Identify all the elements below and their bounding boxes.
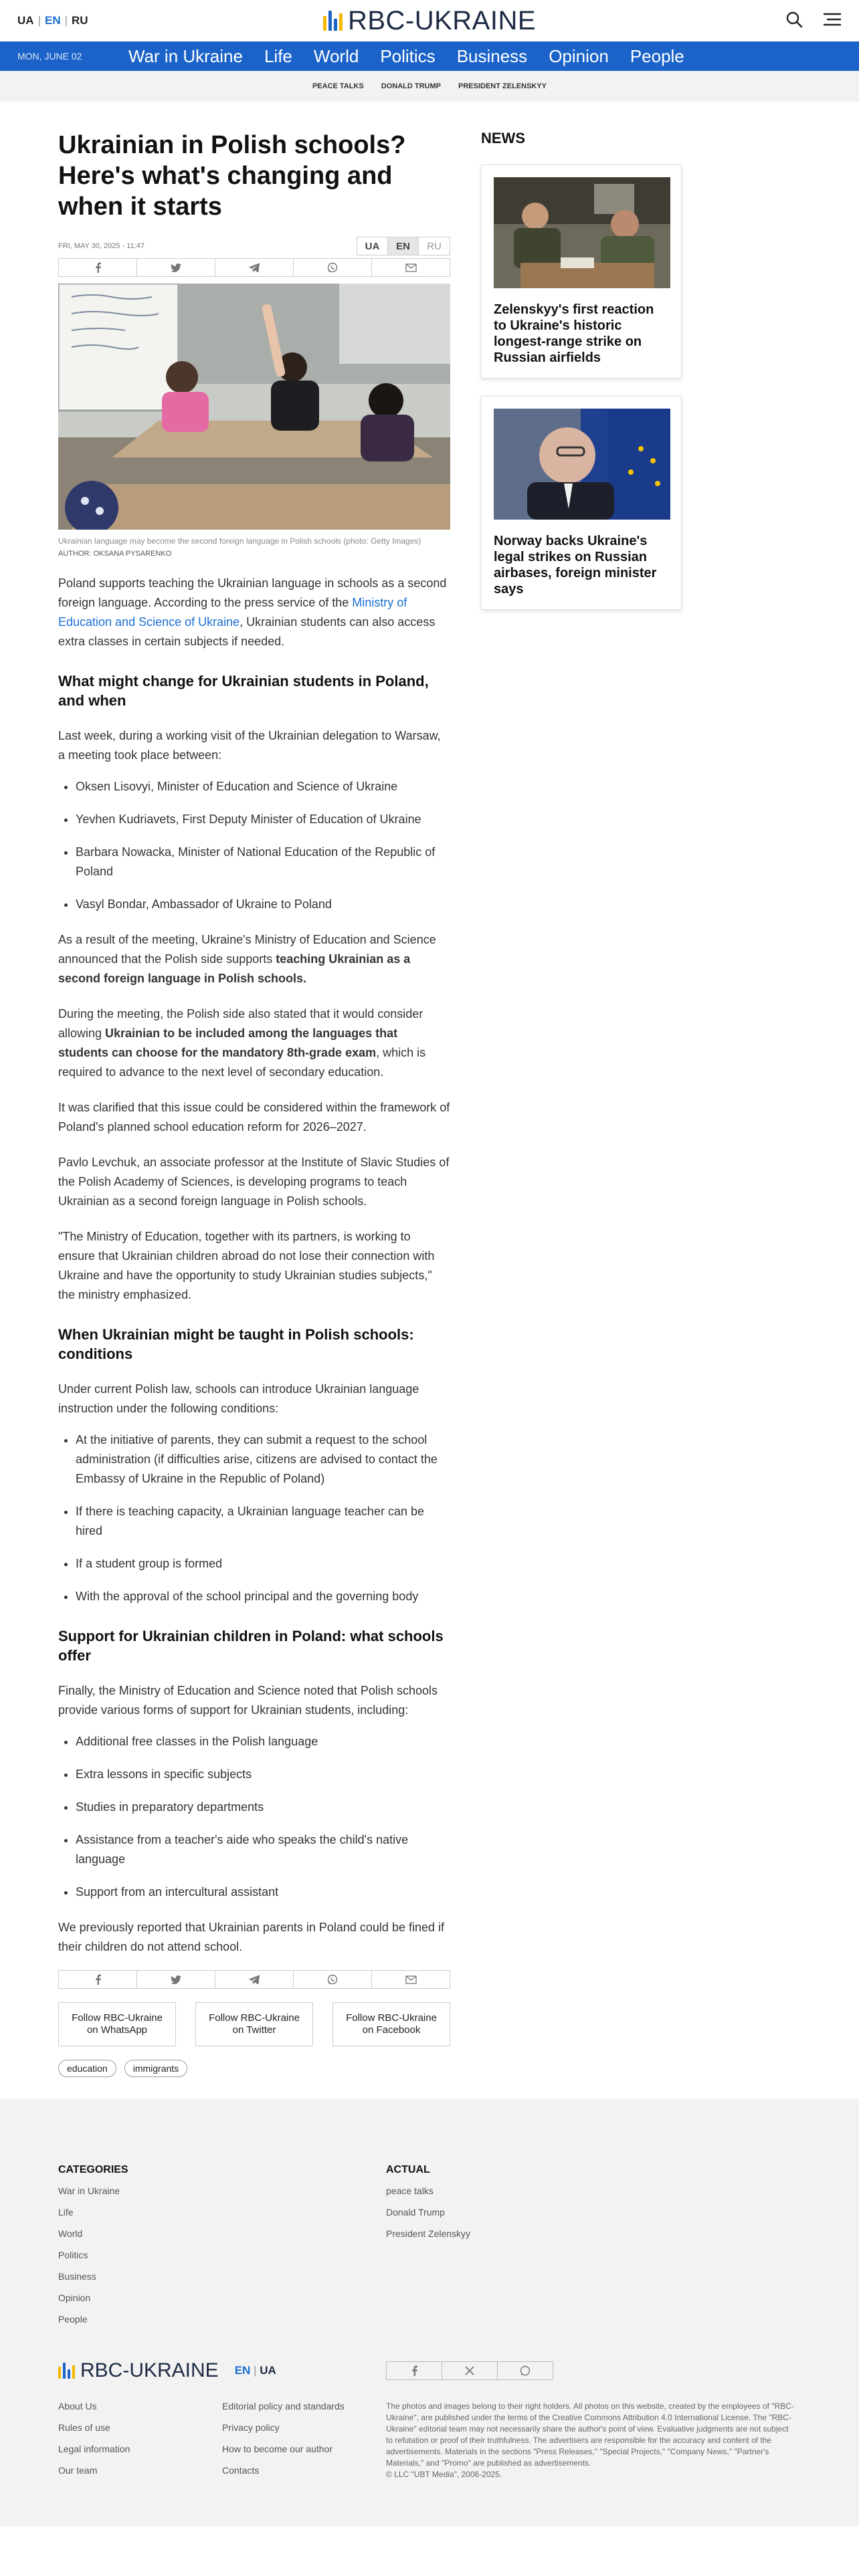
article-body xyxy=(58,574,450,1957)
x-icon[interactable] xyxy=(442,2362,498,2379)
footer-link[interactable]: People xyxy=(58,2314,88,2325)
nav-life[interactable]: Life xyxy=(264,45,292,66)
footer-logo-text[interactable]: RBC-UKRAINE xyxy=(80,2359,219,2381)
footer-link[interactable]: Editorial policy and standards xyxy=(222,2401,345,2411)
list-item: • Support from an intercultural assistant xyxy=(76,1883,450,1902)
section-heading: When Ukrainian might be taught in Polish schools: conditions xyxy=(58,1326,414,1362)
quote-paragraph: "The Ministry of Education, together with its partners, is working to ensure that Ukrainian children abroad do not lose their connection with Ukraine and have the opportunity to study Ukrainian studies subjects," the ministry emphasized. xyxy=(58,1230,435,1301)
twitter-icon[interactable] xyxy=(137,259,215,276)
news-card[interactable] xyxy=(481,396,682,610)
article-lang-ru[interactable]: RU xyxy=(427,240,442,252)
section-heading: What might change for Ukrainian students in Poland, and when xyxy=(58,673,429,709)
list-item: • Yevhen Kudriavets, First Deputy Minister of Education of Ukraine xyxy=(76,810,450,829)
telegram-icon[interactable] xyxy=(215,1971,294,1988)
tag-education[interactable]: education xyxy=(58,2060,116,2077)
tag-immigrants[interactable]: immigrants xyxy=(124,2060,187,2077)
footer-lang-en[interactable]: EN xyxy=(234,2364,251,2377)
email-icon[interactable] xyxy=(372,1971,450,1988)
nav-politics[interactable]: Politics xyxy=(380,45,436,66)
paragraph: Last week, during a working visit of the Ukrainian delegation to Warsaw, a meeting took place between: xyxy=(58,729,441,762)
footer-link[interactable]: Contacts xyxy=(222,2465,260,2476)
footer-link[interactable]: How to become our author xyxy=(222,2444,332,2454)
footer-link[interactable]: peace talks xyxy=(386,2185,434,2196)
nav-war-in-ukraine[interactable]: War in Ukraine xyxy=(128,45,243,66)
twitter-icon[interactable] xyxy=(137,1971,215,1988)
article-tags xyxy=(58,2060,450,2077)
current-date: MON, JUNE 02 xyxy=(17,51,82,62)
article-date: FRI, MAY 30, 2025 - 11:47 xyxy=(58,242,145,250)
article-lang-en[interactable]: EN xyxy=(388,237,419,255)
paragraph: Poland supports teaching the Ukrainian language in schools as a second foreign language. According to the press service of the Ministry of Education and Science of Ukraine, Ukrainian students can also access extra classes in certain subjects if needed. xyxy=(58,576,447,648)
list-item: • Additional free classes in the Polish language xyxy=(76,1732,450,1751)
article-lang-ua[interactable]: UA xyxy=(357,237,388,255)
copyright: © LLC "UBT Media", 2006-2025. xyxy=(386,2470,502,2479)
paragraph: Under current Polish law, schools can introduce Ukrainian language instruction under the following conditions: xyxy=(58,1382,419,1415)
footer-link[interactable]: President Zelenskyy xyxy=(386,2228,471,2239)
paragraph: Finally, the Ministry of Education and Science noted that Polish schools provide various forms of support for Ukrainian students, including: xyxy=(58,1684,438,1717)
footer-link[interactable]: War in Ukraine xyxy=(58,2185,120,2196)
footer-link[interactable]: Opinion xyxy=(58,2292,91,2303)
nav-world[interactable]: World xyxy=(313,45,359,66)
list-item: • Barbara Nowacka, Minister of National Education of the Republic of Poland xyxy=(76,843,450,881)
email-icon[interactable] xyxy=(372,259,450,276)
paragraph: We previously reported that Ukrainian parents in Poland could be fined if their children do not attend school. xyxy=(58,1921,445,1953)
footer-link[interactable]: Rules of use xyxy=(58,2422,110,2433)
footer-link[interactable]: Business xyxy=(58,2271,96,2282)
logo-text: RBC-UKRAINE xyxy=(347,5,537,35)
news-card-image xyxy=(494,409,670,520)
lang-ua[interactable]: UA xyxy=(17,14,34,27)
topic-donald-trump[interactable]: DONALD TRUMP xyxy=(381,82,441,90)
footer-link[interactable]: Privacy policy xyxy=(222,2422,280,2433)
topics-bar xyxy=(0,71,859,102)
paragraph: Pavlo Levchuk, an associate professor at the Institute of Slavic Studies of the Polish Academy of Sciences, is developing programs to teach Ukrainian as a second foreign language in Polish schools. xyxy=(58,1156,450,1208)
follow-buttons xyxy=(58,2002,450,2046)
footer-links xyxy=(58,2401,386,2486)
facebook-icon[interactable] xyxy=(59,259,137,276)
whatsapp-icon[interactable] xyxy=(498,2362,553,2379)
list-item: • Oksen Lisovyi, Minister of Education and Science of Ukraine xyxy=(76,777,450,796)
footer-heading: ACTUAL xyxy=(386,2164,430,2175)
list-item: • Assistance from a teacher's aide who speaks the child's native language xyxy=(76,1830,450,1869)
footer-categories xyxy=(58,2164,386,2335)
conditions-list xyxy=(58,1430,450,1606)
site-header xyxy=(0,0,859,102)
footer-link[interactable]: World xyxy=(58,2228,83,2239)
footer-link[interactable]: Our team xyxy=(58,2465,98,2476)
topic-peace-talks[interactable]: PEACE TALKS xyxy=(312,82,364,90)
news-sidebar xyxy=(481,116,682,2077)
news-card-image xyxy=(494,177,670,288)
site-footer xyxy=(0,2099,859,2527)
facebook-icon[interactable] xyxy=(387,2362,442,2379)
top-bar xyxy=(0,0,859,41)
article-hero-image xyxy=(58,284,450,530)
sidebar-heading: NEWS xyxy=(481,130,525,146)
footer-link[interactable]: Life xyxy=(58,2207,74,2218)
footer-link[interactable]: Politics xyxy=(58,2250,88,2260)
menu-icon[interactable] xyxy=(823,12,842,30)
main-nav xyxy=(0,41,859,71)
footer-link[interactable]: About Us xyxy=(58,2401,97,2411)
telegram-icon[interactable] xyxy=(215,259,294,276)
list-item: • At the initiative of parents, they can submit a request to the school administration (if difficulties arise, citizens are advised to contact the Embassy of Ukraine in the Republic of Poland) xyxy=(76,1430,450,1489)
share-bar-top xyxy=(58,258,450,277)
footer-lang-ua[interactable]: UA xyxy=(260,2364,276,2377)
article xyxy=(58,116,450,2077)
ministry-link[interactable]: Ministry of Education and Science of Ukraine xyxy=(58,596,407,629)
list-item: • If there is teaching capacity, a Ukrainian language teacher can be hired xyxy=(76,1502,450,1541)
facebook-icon[interactable] xyxy=(59,1971,137,1988)
footer-actual xyxy=(386,2164,714,2335)
meeting-participants-list xyxy=(58,777,450,914)
footer-logo: RBC-UKRAINE EN | UA xyxy=(58,2359,386,2382)
paragraph: During the meeting, the Polish side also stated that it would consider allowing Ukrainian to be included among the languages that students can choose for the mandatory 8th-grade exam, which is required to advance to the next level of secondary education. xyxy=(58,1007,426,1079)
list-item: • Studies in preparatory departments xyxy=(76,1798,450,1817)
logo-mark-icon xyxy=(323,11,343,31)
support-list xyxy=(58,1732,450,1902)
list-item: • If a student group is formed xyxy=(76,1554,450,1574)
news-card[interactable] xyxy=(481,165,682,379)
share-bar-bottom xyxy=(58,1970,450,1989)
footer-heading: CATEGORIES xyxy=(58,2164,128,2175)
paragraph: As a result of the meeting, Ukraine's Ministry of Education and Science announced that the Polish side supports teaching Ukrainian as a second foreign language in Polish schools. xyxy=(58,933,436,985)
footer-link[interactable]: Donald Trump xyxy=(386,2207,445,2218)
section-heading: Support for Ukrainian children in Poland: what schools offer xyxy=(58,1628,444,1664)
article-title: Ukrainian in Polish schools? Here's what's changing and when it starts xyxy=(58,131,406,221)
list-item: • Vasyl Bondar, Ambassador of Ukraine to Poland xyxy=(76,895,450,914)
paragraph: It was clarified that this issue could be considered within the framework of Poland's planned school education reform for 2026–2027. xyxy=(58,1101,450,1134)
nav-people[interactable]: People xyxy=(630,45,684,66)
whatsapp-icon[interactable] xyxy=(294,1971,372,1988)
lang-ru[interactable]: RU xyxy=(72,14,88,27)
follow-whatsapp-button[interactable]: Follow RBC-Ukraine on WhatsApp xyxy=(58,2002,176,2046)
logo-mark-icon xyxy=(58,2363,75,2379)
follow-twitter-button[interactable]: Follow RBC-Ukraine on Twitter xyxy=(195,2002,313,2046)
follow-facebook-button[interactable]: Follow RBC-Ukraine on Facebook xyxy=(332,2002,450,2046)
nav-opinion[interactable]: Opinion xyxy=(549,45,609,66)
news-card-title: Norway backs Ukraine's legal strikes on Russian airbases, foreign minister says xyxy=(494,534,657,597)
footer-social xyxy=(386,2361,553,2380)
article-author: AUTHOR: OKSANA PYSARENKO xyxy=(58,550,172,558)
search-icon[interactable] xyxy=(785,11,803,31)
news-card-title: Zelenskyy's first reaction to Ukraine's historic longest-range strike on Russian airfields xyxy=(494,302,654,365)
site-logo[interactable] xyxy=(323,6,536,36)
list-item: • Extra lessons in specific subjects xyxy=(76,1765,450,1784)
nav-business[interactable]: Business xyxy=(456,45,528,66)
author-link[interactable]: OKSANA PYSARENKO xyxy=(93,550,172,558)
list-item: • With the approval of the school principal and the governing body xyxy=(76,1587,450,1606)
lang-en[interactable]: EN xyxy=(44,14,61,27)
footer-link[interactable]: Legal information xyxy=(58,2444,130,2454)
image-caption: Ukrainian language may become the second foreign language in Polish schools (photo: Getty Images) xyxy=(58,536,421,546)
topic-president-zelenskyy[interactable]: PRESIDENT ZELENSKYY xyxy=(458,82,547,90)
whatsapp-icon[interactable] xyxy=(294,259,372,276)
footer-legal: The photos and images belong to their right holders. All photos on this website, created by the employees of "RBC-Ukraine", are published under the terms of the Creative Commons Attribution 4.0 International License. The "RBC-Ukraine" editorial team may not necessarily share the author's point of view. Evaluative judgments are not subject to refutation or proof of their truthfulness. The advertisers are responsible for the accuracy and content of the advertisements. Materials in the sections "Press Releases," "Special Projects," "Company News," "Partner's Materials," and "Promo" are published as advertisements. © LLC "UBT Media", 2006-2025. xyxy=(386,2401,794,2479)
language-switcher: UA | EN | RU xyxy=(17,14,88,27)
article-lang-switch xyxy=(357,237,450,255)
